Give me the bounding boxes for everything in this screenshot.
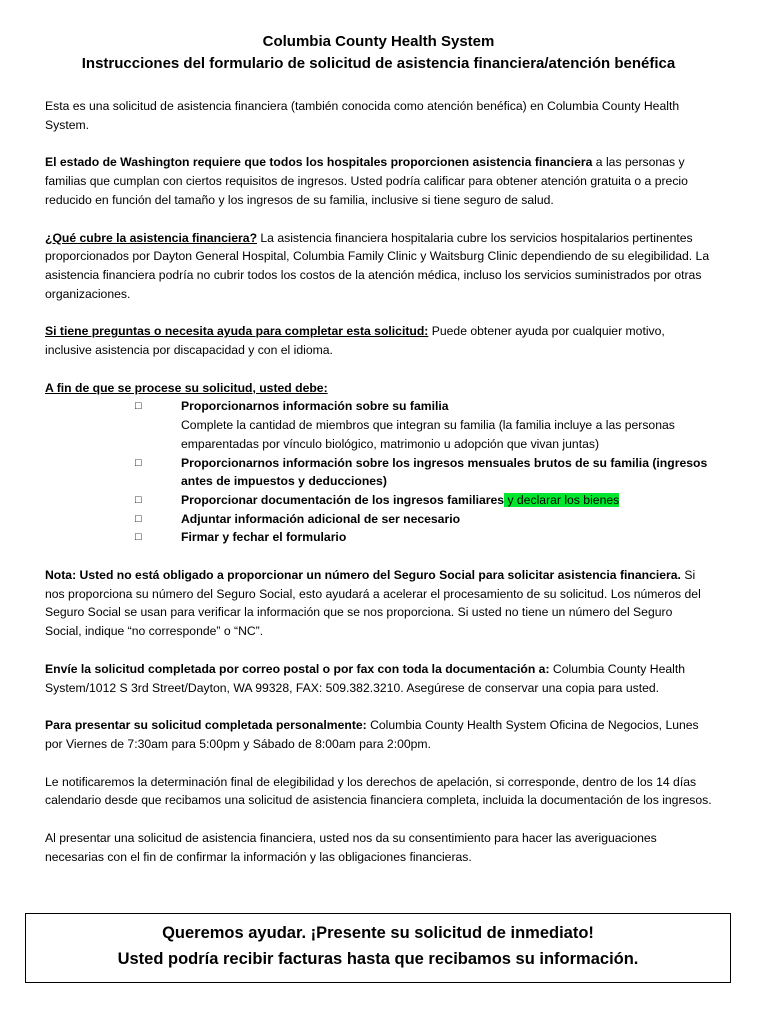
- help-heading: Si tiene preguntas o necesita ayuda para completar esta solicitud:: [45, 324, 429, 339]
- requirement-label: Proporcionar documentación de los ingresos familiares: [181, 492, 505, 507]
- requirement-sign-date: [133, 528, 712, 547]
- requirement-label: Proporcionarnos información sobre su familia: [181, 399, 449, 414]
- callout-line-2: Usted podría recibir facturas hasta que recibamos su información.: [117, 950, 639, 968]
- requirement-income: [133, 454, 712, 491]
- requirement-label: Proporcionarnos información sobre los ingresos mensuales brutos de su familia (ingresos antes de impuestos y deducciones): [181, 455, 708, 489]
- requirement-documentation: [133, 491, 712, 510]
- washington-text: a las personas y familias que cumplan con ciertos requisitos de ingresos. Usted podría calificar para obtener atención gratuita o a precio reducido en función del tamaño y los ingresos de su familia, inclusive si tiene seguro de salud.: [45, 155, 688, 207]
- in-person-text: Columbia County Health System Oficina de Negocios, Lunes por Viernes de 7:30am para 5:00pm y Sábado de 8:00am para 2:00pm.: [45, 718, 699, 751]
- in-person-bold: Para presentar su solicitud completada personalmente:: [45, 718, 367, 733]
- help-text: Puede obtener ayuda por cualquier motivo, inclusive asistencia por discapacidad y con el idioma.: [45, 324, 665, 358]
- requirements-heading: A fin de que se procese su solicitud, usted debe:: [45, 380, 328, 395]
- consent-paragraph: Al presentar una solicitud de asistencia financiera, usted nos da su consentimiento para hacer las averiguaciones necesarias con el fin de confirmar la información y las obligaciones financieras.: [45, 831, 657, 864]
- coverage-paragraph: [45, 229, 712, 304]
- highlighted-text: y declarar los bienes: [504, 492, 620, 507]
- in-person-paragraph: [45, 716, 712, 753]
- callout-line-1: Queremos ayudar. ¡Presente su solicitud de inmediato!: [162, 924, 594, 942]
- requirement-detail: Complete la cantidad de miembros que integran su familia (la familia incluye a las personas emparentadas por vínculo biológico, matrimonio u adopción que vivan juntas): [181, 418, 675, 451]
- determination-paragraph: Le notificaremos la determinación final de elegibilidad y los derechos de apelación, si corresponde, dentro de los 14 días calendario desde que recibamos una solicitud de asistencia financiera completa, incluida la documentación de los ingresos.: [45, 774, 712, 808]
- washington-bold: El estado de Washington requiere que todos los hospitales proporcionen asistencia financiera: [45, 155, 593, 170]
- checkbox-icon[interactable]: □: [135, 531, 142, 544]
- washington-paragraph: [45, 153, 712, 209]
- coverage-heading: ¿Qué cubre la asistencia financiera?: [45, 230, 258, 245]
- ssn-note-paragraph: [45, 566, 712, 641]
- callout-box: [25, 913, 731, 983]
- mail-paragraph: [45, 660, 712, 697]
- requirement-family: [133, 397, 712, 453]
- checkbox-icon[interactable]: □: [135, 512, 142, 525]
- requirement-label: Firmar y fechar el formulario: [181, 530, 347, 545]
- mail-bold: Envíe la solicitud completada por correo postal o por fax con toda la documentación a:: [45, 661, 550, 676]
- checkbox-icon[interactable]: □: [135, 456, 142, 469]
- document-title: Instrucciones del formulario de solicitud de asistencia financiera/atención benéfica: [81, 55, 676, 72]
- checkbox-icon[interactable]: □: [135, 400, 142, 413]
- mail-text: Columbia County Health System/1012 S 3rd Street/Dayton, WA 99328, FAX: 509.382.3210. Asegúrese de conservar una copia para usted.: [45, 661, 686, 695]
- intro-paragraph: Esta es una solicitud de asistencia financiera (también conocida como atención benéfica) en Columbia County Health System.: [45, 99, 680, 132]
- ssn-note-text: Si nos proporciona su número del Seguro Social, esto ayudará a acelerar el procesamiento de su solicitud. Los números del Seguro Social se usan para verificar la información que se nos proporciona. Si usted no tiene un número del Seguro Social, indique “no corresponde” o “NC”.: [45, 568, 701, 639]
- requirement-additional-info: [133, 510, 712, 529]
- ssn-note-bold: Nota: Usted no está obligado a proporcionar un número del Seguro Social para solicitar asistencia financiera.: [45, 568, 681, 583]
- checkbox-icon[interactable]: □: [135, 493, 142, 506]
- org-title: Columbia County Health System: [262, 33, 495, 50]
- coverage-text: La asistencia financiera hospitalaria cubre los servicios hospitalarios pertinentes proporcionados por Dayton General Hospital, Columbia Family Clinic y Waitsburg Clinic dependiendo de su elegibilidad. La asistencia financiera podría no cubrir todos los costos de la atención médica, incluso los servicios suministrados por otras organizaciones.: [45, 230, 710, 301]
- help-paragraph: [45, 322, 712, 359]
- requirements-list: [45, 397, 712, 547]
- requirement-label: Adjuntar información adicional de ser necesario: [181, 511, 461, 526]
